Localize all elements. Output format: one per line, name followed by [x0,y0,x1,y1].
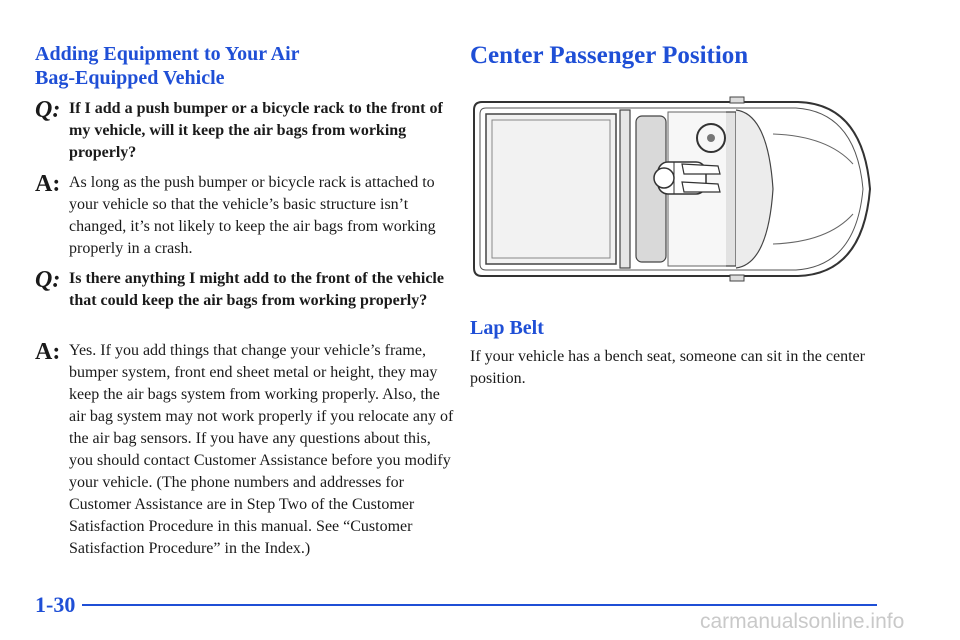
dashboard [726,112,736,266]
heading-line-1: Adding Equipment to Your Air [35,43,300,65]
section-heading-adding-equipment [35,42,435,90]
mirror-bottom [730,275,744,281]
mirror-top [730,97,744,103]
answer-2 [35,340,455,560]
answer-text: As long as the push bumper or bicycle rack is attached to your vehicle so that the vehicle’s basic structure isn’t changed, it’s not likely to keep the air bags from working properly in a crash. [69,174,436,257]
subheading-lap-belt: Lap Belt [470,317,544,339]
section-heading-center-passenger: Center Passenger Position [470,42,749,69]
question-mark-label: Q: [35,267,61,293]
rear-bed [486,114,616,264]
cab-rear-wall [620,110,630,268]
question-mark-label: Q: [35,97,61,123]
steering-hub [707,134,715,142]
answer-1 [35,172,455,260]
question-text: Is there anything I might add to the front of the vehicle that could keep the air bags from working properly? [69,270,444,309]
answer-text: Yes. If you add things that change your vehicle’s frame, bumper system, front end sheet metal or height, they may keep the air bags system from working properly. Also, the air bag system may not work properly if you relocate any of the air bag sensors. If you have any questions about this, you should contact Customer Assistance before you modify your vehicle. (The phone numbers and addresses for Customer Assistance are in Step Two of the Customer Satisfaction Procedure in this manual. See “Customer Satisfaction Procedure” in the Index.) [69,342,454,557]
question-text: If I add a push bumper or a bicycle rack to the front of my vehicle, will it keep the air bags from working properly? [69,100,443,161]
heading-line-2: Bag-Equipped Vehicle [35,67,225,89]
answer-mark-label: A: [35,171,61,197]
question-2 [35,268,455,312]
car-top-view-illustration [468,94,878,284]
page-number: 1-30 [35,592,76,617]
car-diagram-svg [468,94,878,284]
footer-rule [82,604,877,606]
answer-mark-label: A: [35,339,61,365]
question-1 [35,98,455,164]
lap-belt-paragraph: If your vehicle has a bench seat, someone can sit in the center position. [470,348,865,387]
watermark: carmanualsonline.info [700,610,905,633]
